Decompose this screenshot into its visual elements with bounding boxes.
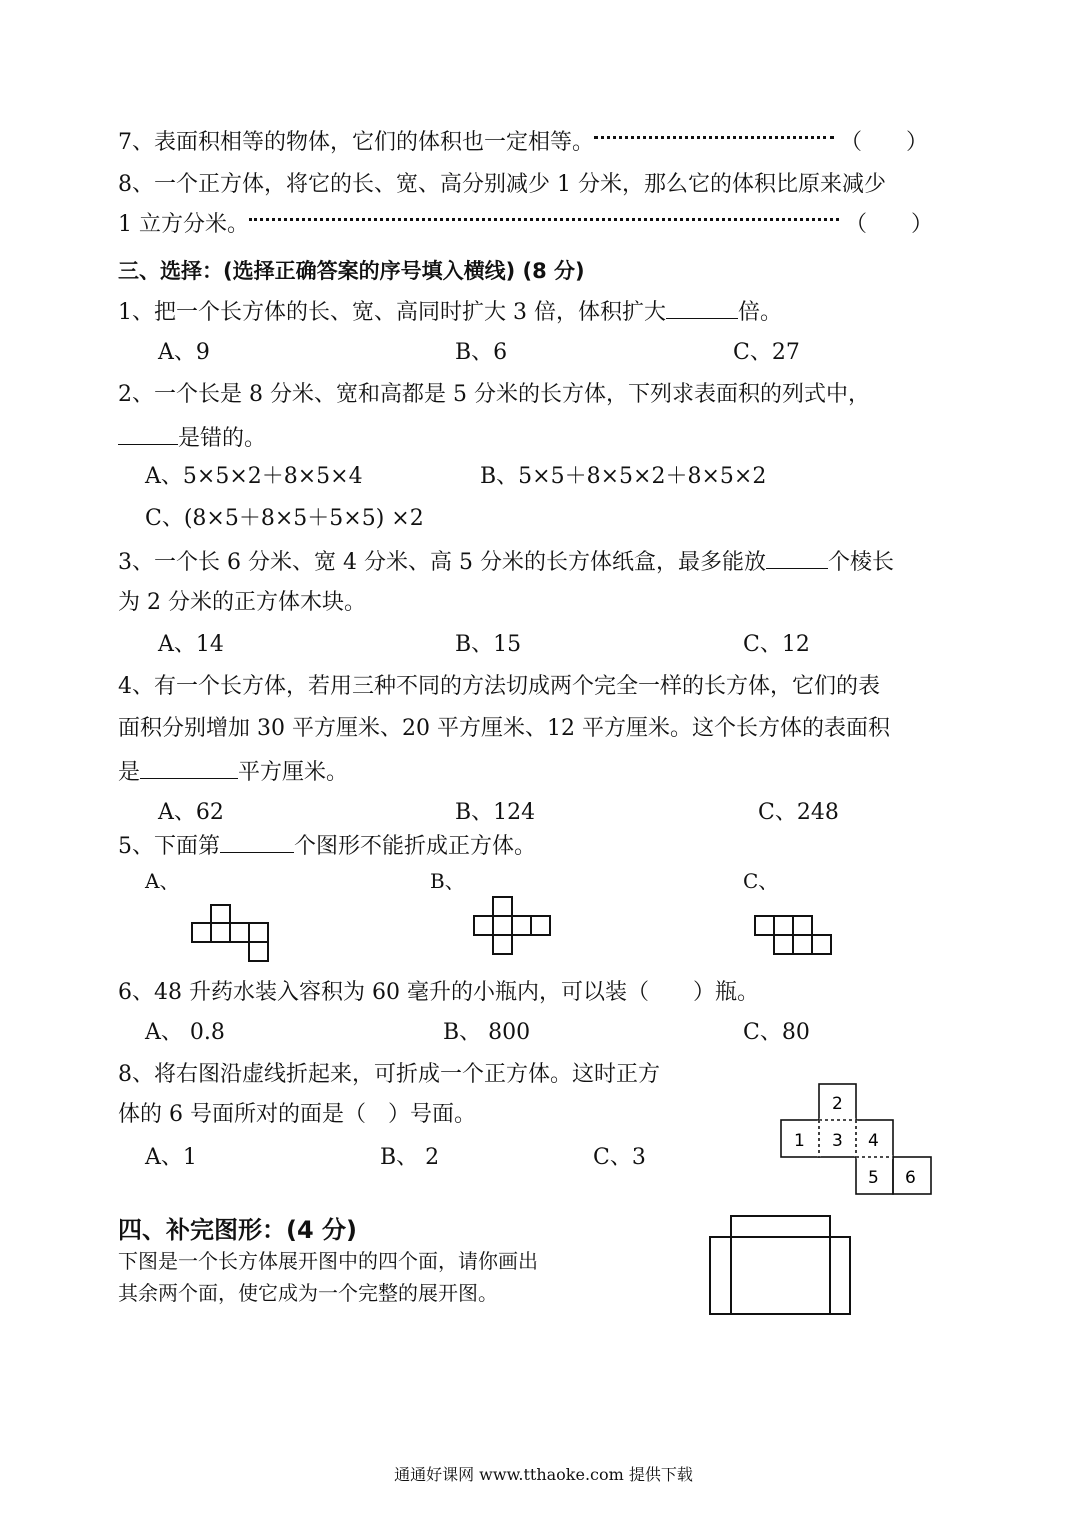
option-a: A、 xyxy=(145,869,180,893)
choice-q1-suffix: 倍。 xyxy=(737,300,782,325)
option-c: C、248 xyxy=(758,800,839,825)
option-a: A、14 xyxy=(158,632,224,657)
cube-net-c xyxy=(755,916,831,954)
choice-q3-line2: 为 2 分米的正方体木块。 xyxy=(118,590,366,615)
cube-net-a xyxy=(192,905,268,961)
choice-q3-suffix: 个棱长 xyxy=(827,550,894,575)
option-c: C、(8×5＋8×5＋5×5) ×2 xyxy=(145,506,424,531)
option-a: A、 0.8 xyxy=(145,1020,225,1045)
net-label-5: 5 xyxy=(868,1168,879,1188)
choice-q1-text: 1、把一个长方体的长、宽、高同时扩大 3 倍，体积扩大 xyxy=(118,300,666,325)
section-4-line2: 其余两个面，使它成为一个完整的展开图。 xyxy=(118,1281,498,1305)
option-a: A、5×5×2＋8×5×4 xyxy=(145,464,363,489)
net-label-3: 3 xyxy=(832,1131,843,1151)
choice-q5-text: 5、下面第 xyxy=(118,834,220,859)
option-a: A、1 xyxy=(145,1145,197,1170)
choice-q3-text: 3、一个长 6 分米、宽 4 分米、高 5 分米的长方体纸盒，最多能放 xyxy=(118,550,766,575)
judge-q8-line1: 8、一个正方体，将它的长、宽、高分别减少 1 分米，那么它的体积比原来减少 xyxy=(118,172,886,197)
choice-q8-line1: 8、将右图沿虚线折起来，可折成一个正方体。这时正方 xyxy=(118,1062,660,1087)
judge-q8-text: 1 立方分米。 xyxy=(118,212,249,237)
option-c: C、80 xyxy=(743,1020,810,1045)
net-label-1: 1 xyxy=(794,1131,805,1151)
section-3-title: 三、选择：(选择正确答案的序号填入横线) (8 分) xyxy=(118,259,585,283)
option-c: C、27 xyxy=(733,340,800,365)
section-4-line1: 下图是一个长方体展开图中的四个面，请你画出 xyxy=(118,1249,538,1273)
option-b: B、 800 xyxy=(443,1020,531,1045)
option-c: C、3 xyxy=(593,1145,646,1170)
choice-q4-suffix: 平方厘米。 xyxy=(238,760,349,785)
choice-q2-suffix: 是错的。 xyxy=(178,426,267,451)
section-4-title: 四、补完图形：(4 分) xyxy=(118,1216,357,1244)
partial-cuboid-net xyxy=(710,1216,850,1314)
answer-parentheses: （ ） xyxy=(845,212,934,237)
choice-q4-line1: 4、有一个长方体，若用三种不同的方法切成两个完全一样的长方体，它们的表 xyxy=(118,674,880,699)
page-footer: 通通好课网 www.tthaoke.com 提供下载 xyxy=(394,1465,693,1484)
option-b: B、5×5＋8×5×2＋8×5×2 xyxy=(480,464,767,489)
choice-q2-line1: 2、一个长是 8 分米、宽和高都是 5 分米的长方体，下列求表面积的列式中， xyxy=(118,382,870,407)
net-label-2: 2 xyxy=(832,1094,843,1114)
option-b: B、 2 xyxy=(380,1145,440,1170)
option-b: B、 xyxy=(430,869,465,893)
cube-net-b xyxy=(474,897,550,954)
judge-q7-text: 7、表面积相等的物体，它们的体积也一定相等。 xyxy=(118,130,594,155)
choice-q5-suffix: 个图形不能折成正方体。 xyxy=(294,834,537,859)
option-c: C、12 xyxy=(743,632,810,657)
choice-q8-line2: 体的 6 号面所对的面是（ ）号面。 xyxy=(118,1102,476,1127)
answer-parentheses: （ ） xyxy=(840,130,929,155)
net-label-4: 4 xyxy=(868,1131,879,1151)
option-b: B、15 xyxy=(455,632,522,657)
option-a: A、62 xyxy=(158,800,224,825)
option-c: C、 xyxy=(743,869,779,893)
net-label-6: 6 xyxy=(905,1168,916,1188)
option-b: B、124 xyxy=(455,800,536,825)
choice-q4-prefix: 是 xyxy=(118,760,141,785)
choice-q6: 6、48 升药水装入容积为 60 毫升的小瓶内，可以装（ ）瓶。 xyxy=(118,980,759,1005)
choice-q4-line2: 面积分别增加 30 平方厘米、20 平方厘米、12 平方厘米。这个长方体的表面积 xyxy=(118,716,890,741)
option-b: B、6 xyxy=(455,340,508,365)
option-a: A、9 xyxy=(158,340,210,365)
